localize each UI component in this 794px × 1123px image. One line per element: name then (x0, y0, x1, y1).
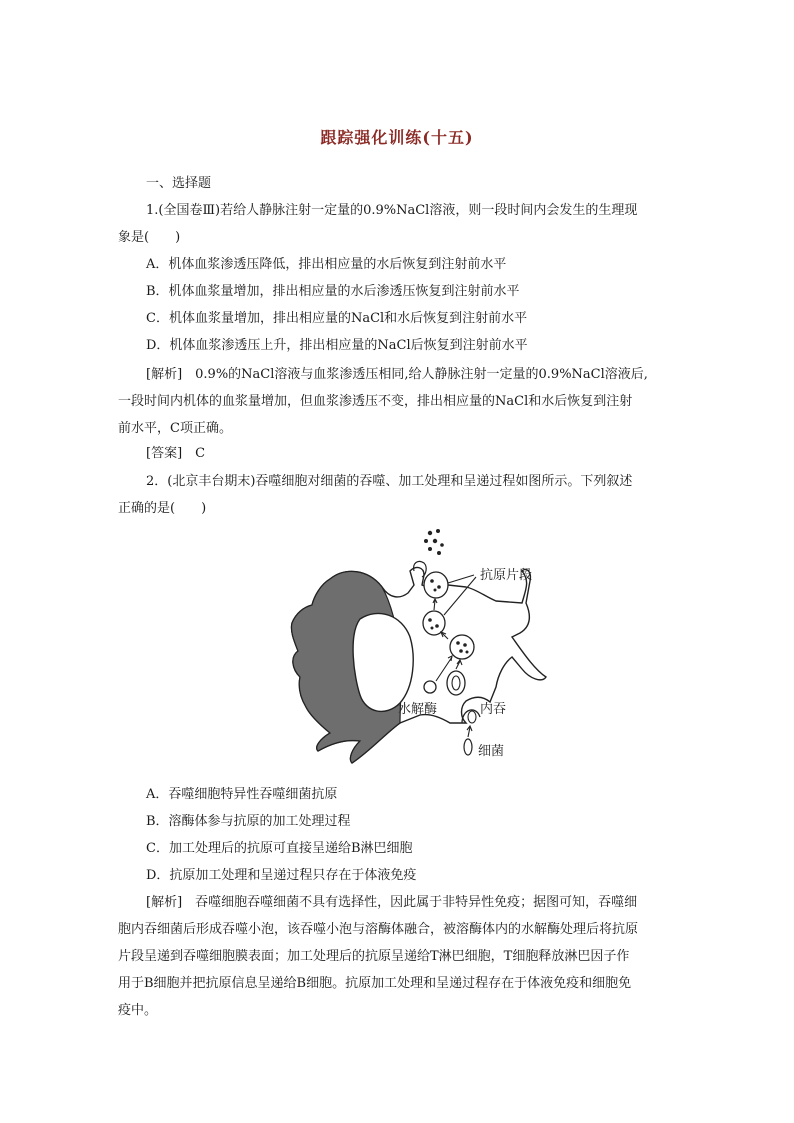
antigen-dots-icon (424, 529, 444, 555)
page-title: 跟踪强化训练(十五) (320, 128, 474, 147)
q1-analysis-line1: [解析] 0.9%的NaCl溶液与血浆渗透压相同,给人静脉注射一定量的0.9%NaCl溶液后, (146, 367, 648, 382)
q2-option-d: D．抗原加工处理和呈递过程只存在于体液免疫 (146, 868, 417, 883)
bacterium-icon (464, 739, 472, 755)
phagocyte-diagram (290, 527, 560, 772)
lysosome-icon (424, 681, 436, 693)
label-bacteria: 细菌 (478, 744, 505, 759)
q2-option-b: B．溶酶体参与抗原的加工处理过程 (146, 814, 351, 829)
q1-analysis-line2: 一段时间内机体的血浆量增加，但血浆渗透压不变，排出相应量的NaCl和水后恢复到注射 (118, 394, 633, 409)
q1-option-d: D．机体血浆渗透压上升，排出相应量的NaCl后恢复到注射前水平 (146, 338, 528, 353)
q2-analysis-line3: 片段呈递到吞噬细胞膜表面；加工处理后的抗原呈递给T淋巴细胞，T细胞释放淋巴因子作 (118, 949, 630, 964)
q1-option-b: B．机体血浆量增加，排出相应量的水后渗透压恢复到注射前水平 (146, 284, 520, 299)
label-antigen-fragment: 抗原片段 (480, 568, 533, 583)
q1-analysis-line3: 前水平，C项正确。 (118, 421, 232, 436)
q1-option-a: A．机体血浆渗透压降低，排出相应量的水后恢复到注射前水平 (146, 257, 507, 272)
label-endocytosis: 内吞 (480, 702, 507, 717)
vesicle-lysosome-fusion (450, 635, 474, 659)
q2-analysis-line4: 用于B细胞并把抗原信息呈递给B细胞。抗原加工处理和呈递过程存在于体液免疫和细胞免 (118, 976, 632, 991)
label-hydrolase: 水解酶 (398, 702, 438, 717)
q1-option-c: C．机体血浆量增加，排出相应量的NaCl和水后恢复到注射前水平 (146, 311, 528, 326)
q2-option-a: A．吞噬细胞特异性吞噬细菌抗原 (146, 787, 338, 802)
vesicle-middle (423, 611, 445, 635)
q2-analysis-line5: 疫中。 (118, 1003, 158, 1018)
q1-stem-line2: 象是( ) (118, 230, 181, 245)
q2-stem-line2: 正确的是( ) (118, 501, 207, 516)
q2-stem-line1: 2．(北京丰台期末)吞噬细胞对细菌的吞噬、加工处理和呈递过程如图所示。下列叙述 (146, 474, 633, 489)
q1-stem-line1: 1.(全国卷Ⅲ)若给人静脉注射一定量的0.9%NaCl溶液，则一段时间内会发生的生理现 (146, 203, 638, 218)
q2-analysis-line1: [解析] 吞噬细胞吞噬细菌不具有选择性，因此属于非特异性免疫；据图可知，吞噬细 (146, 895, 638, 910)
q2-analysis-line2: 胞内吞细菌后形成吞噬小泡，该吞噬小泡与溶酶体融合，被溶酶体内的水解酶处理后将抗原 (118, 922, 639, 937)
q2-option-c: C．加工处理后的抗原可直接呈递给B淋巴细胞 (146, 841, 413, 856)
q1-answer: [答案] C (146, 446, 206, 461)
section-heading: 一、选择题 (146, 176, 212, 191)
nucleus-icon (353, 613, 413, 711)
vesicle-top (424, 572, 448, 598)
